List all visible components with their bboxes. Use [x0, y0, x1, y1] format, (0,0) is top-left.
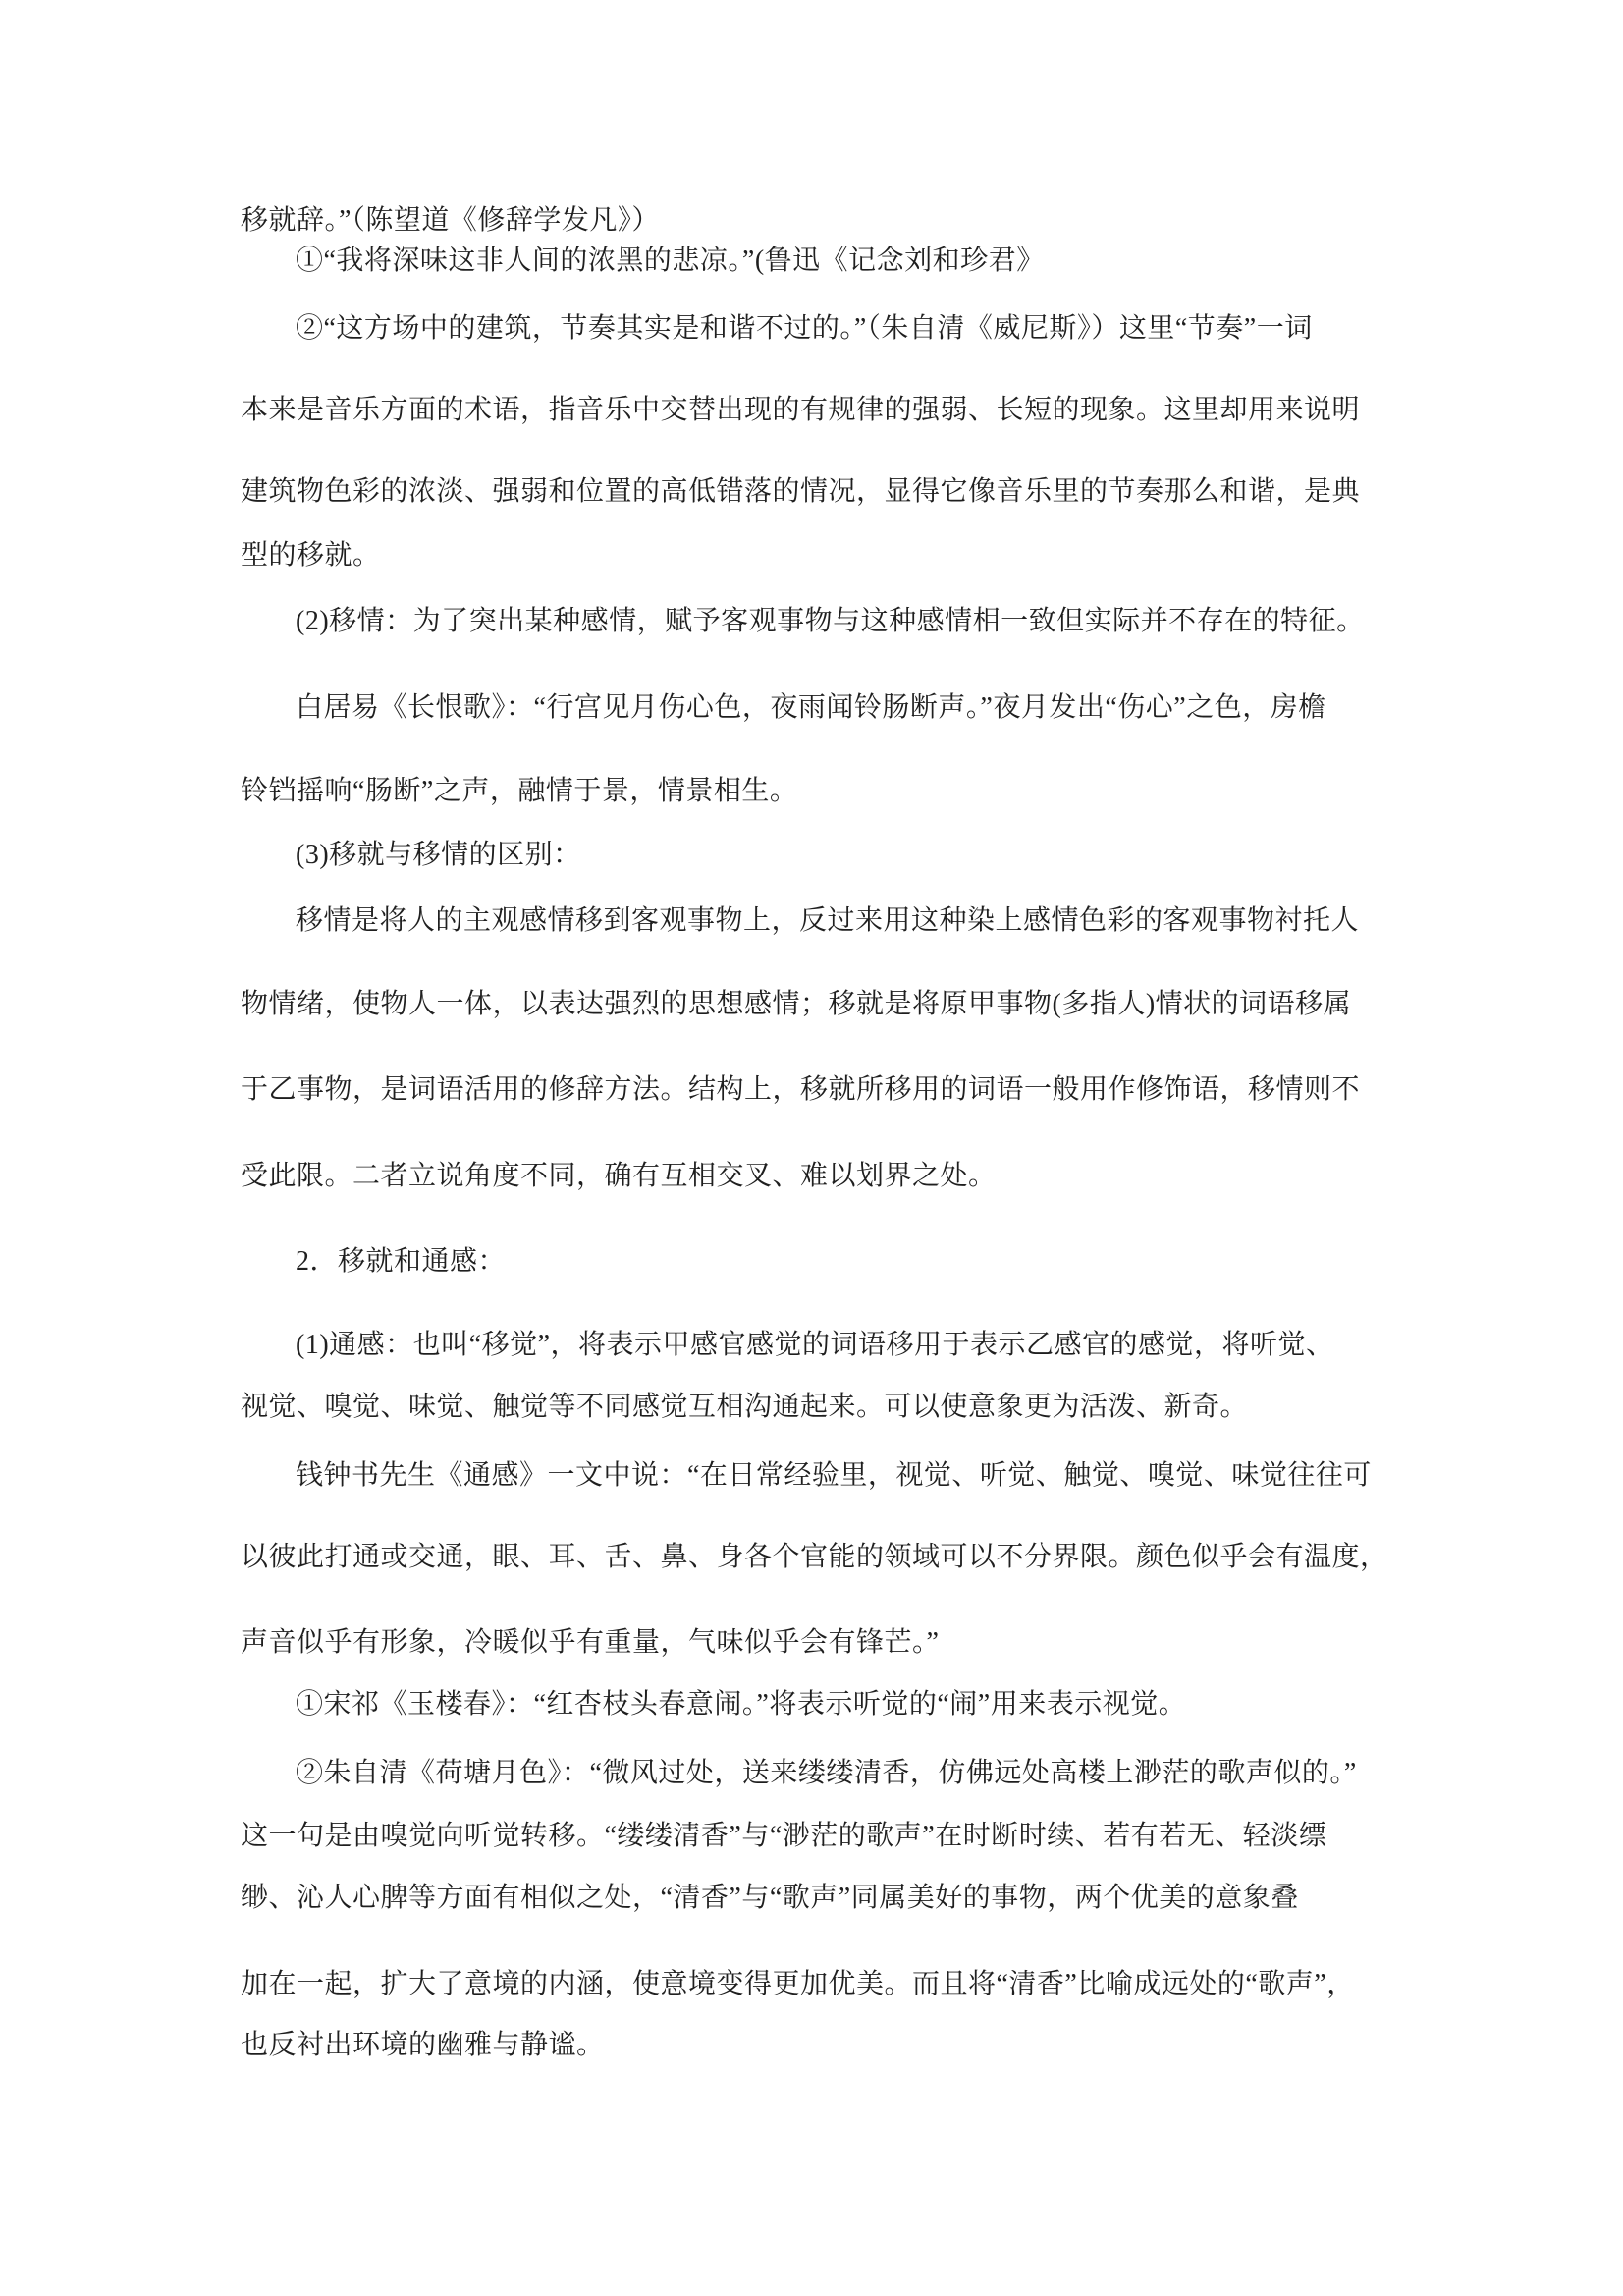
text-line: 本来是音乐方面的术语，指音乐中交替出现的有规律的强弱、长短的现象。这里却用来说明 [241, 395, 1361, 425]
text-line: 声音似乎有形象，冷暖似乎有重量，气味似乎会有锋芒。” [241, 1627, 940, 1658]
text-line: 铃铛摇响“肠断”之声，融情于景，情景相生。 [241, 776, 798, 806]
text-line: 视觉、嗅觉、味觉、触觉等不同感觉互相沟通起来。可以使意象更为活泼、新奇。 [241, 1392, 1249, 1422]
text-line: 白居易《长恨歌》：“行宫见月伤心色，夜雨闻铃肠断声。”夜月发出“伤心”之色，房檐 [296, 692, 1326, 723]
text-line: 移情是将人的主观感情移到客观事物上，反过来用这种染上感情色彩的客观事物衬托人 [296, 905, 1360, 936]
text-line: ①宋祁《玉楼春》：“红杏枝头春意闹。”将表示听觉的“闹”用来表示视觉。 [296, 1689, 1187, 1720]
text-line: (3)移就与移情的区别： [296, 840, 581, 870]
text-line: 2．移就和通感： [296, 1246, 507, 1277]
text-line: 钱钟书先生《通感》一文中说：“在日常经验里，视觉、听觉、触觉、嗅觉、味觉往往可 [296, 1460, 1372, 1491]
text-line: ①“我将深味这非人间的浓黑的悲凉。”(鲁迅《记念刘和珍君》 [296, 246, 1045, 276]
text-line: 于乙事物，是词语活用的修辞方法。结构上，移就所移用的词语一般用作修饰语，移情则不 [241, 1074, 1361, 1105]
text-line: 以彼此打通或交通，眼、耳、舌、鼻、身各个官能的领域可以不分界限。颜色似乎会有温度， [241, 1542, 1388, 1572]
text-line: ②“这方场中的建筑，节奏其实是和谐不过的。”（朱自清《威尼斯》）这里“节奏”一词 [296, 313, 1313, 344]
text-line: 型的移就。 [241, 540, 381, 571]
text-line: 物情绪，使物人一体，以表达强烈的思想感情；移就是将原甲事物(多指人)情状的词语移属 [241, 989, 1352, 1019]
text-line: 加在一起，扩大了意境的内涵，使意境变得更加优美。而且将“清香”比喻成远处的“歌声”， [241, 1969, 1355, 1999]
text-line: 也反衬出环境的幽雅与静谧。 [241, 2030, 605, 2060]
text-line: 移就辞。”（陈望道《修辞学发凡》） [241, 205, 660, 236]
text-line: 受此限。二者立说角度不同，确有互相交叉、难以划界之处。 [241, 1161, 997, 1191]
text-line: ②朱自清《荷塘月色》：“微风过处，送来缕缕清香，仿佛远处高楼上渺茫的歌声似的。” [296, 1758, 1357, 1788]
text-line: (1)通感：也叫“移觉”，将表示甲感官感觉的词语移用于表示乙感官的感觉，将听觉、 [296, 1330, 1334, 1360]
text-line: (2)移情：为了突出某种感情，赋予客观事物与这种感情相一致但实际并不存在的特征。 [296, 606, 1365, 636]
text-line: 建筑物色彩的浓淡、强弱和位置的高低错落的情况，显得它像音乐里的节奏那么和谐，是典 [241, 476, 1361, 507]
text-line: 这一句是由嗅觉向听觉转移。“缕缕清香”与“渺茫的歌声”在时断时续、若有若无、轻淡缥 [241, 1821, 1327, 1851]
text-line: 缈、沁人心脾等方面有相似之处，“清香”与“歌声”同属美好的事物，两个优美的意象叠 [241, 1883, 1299, 1913]
